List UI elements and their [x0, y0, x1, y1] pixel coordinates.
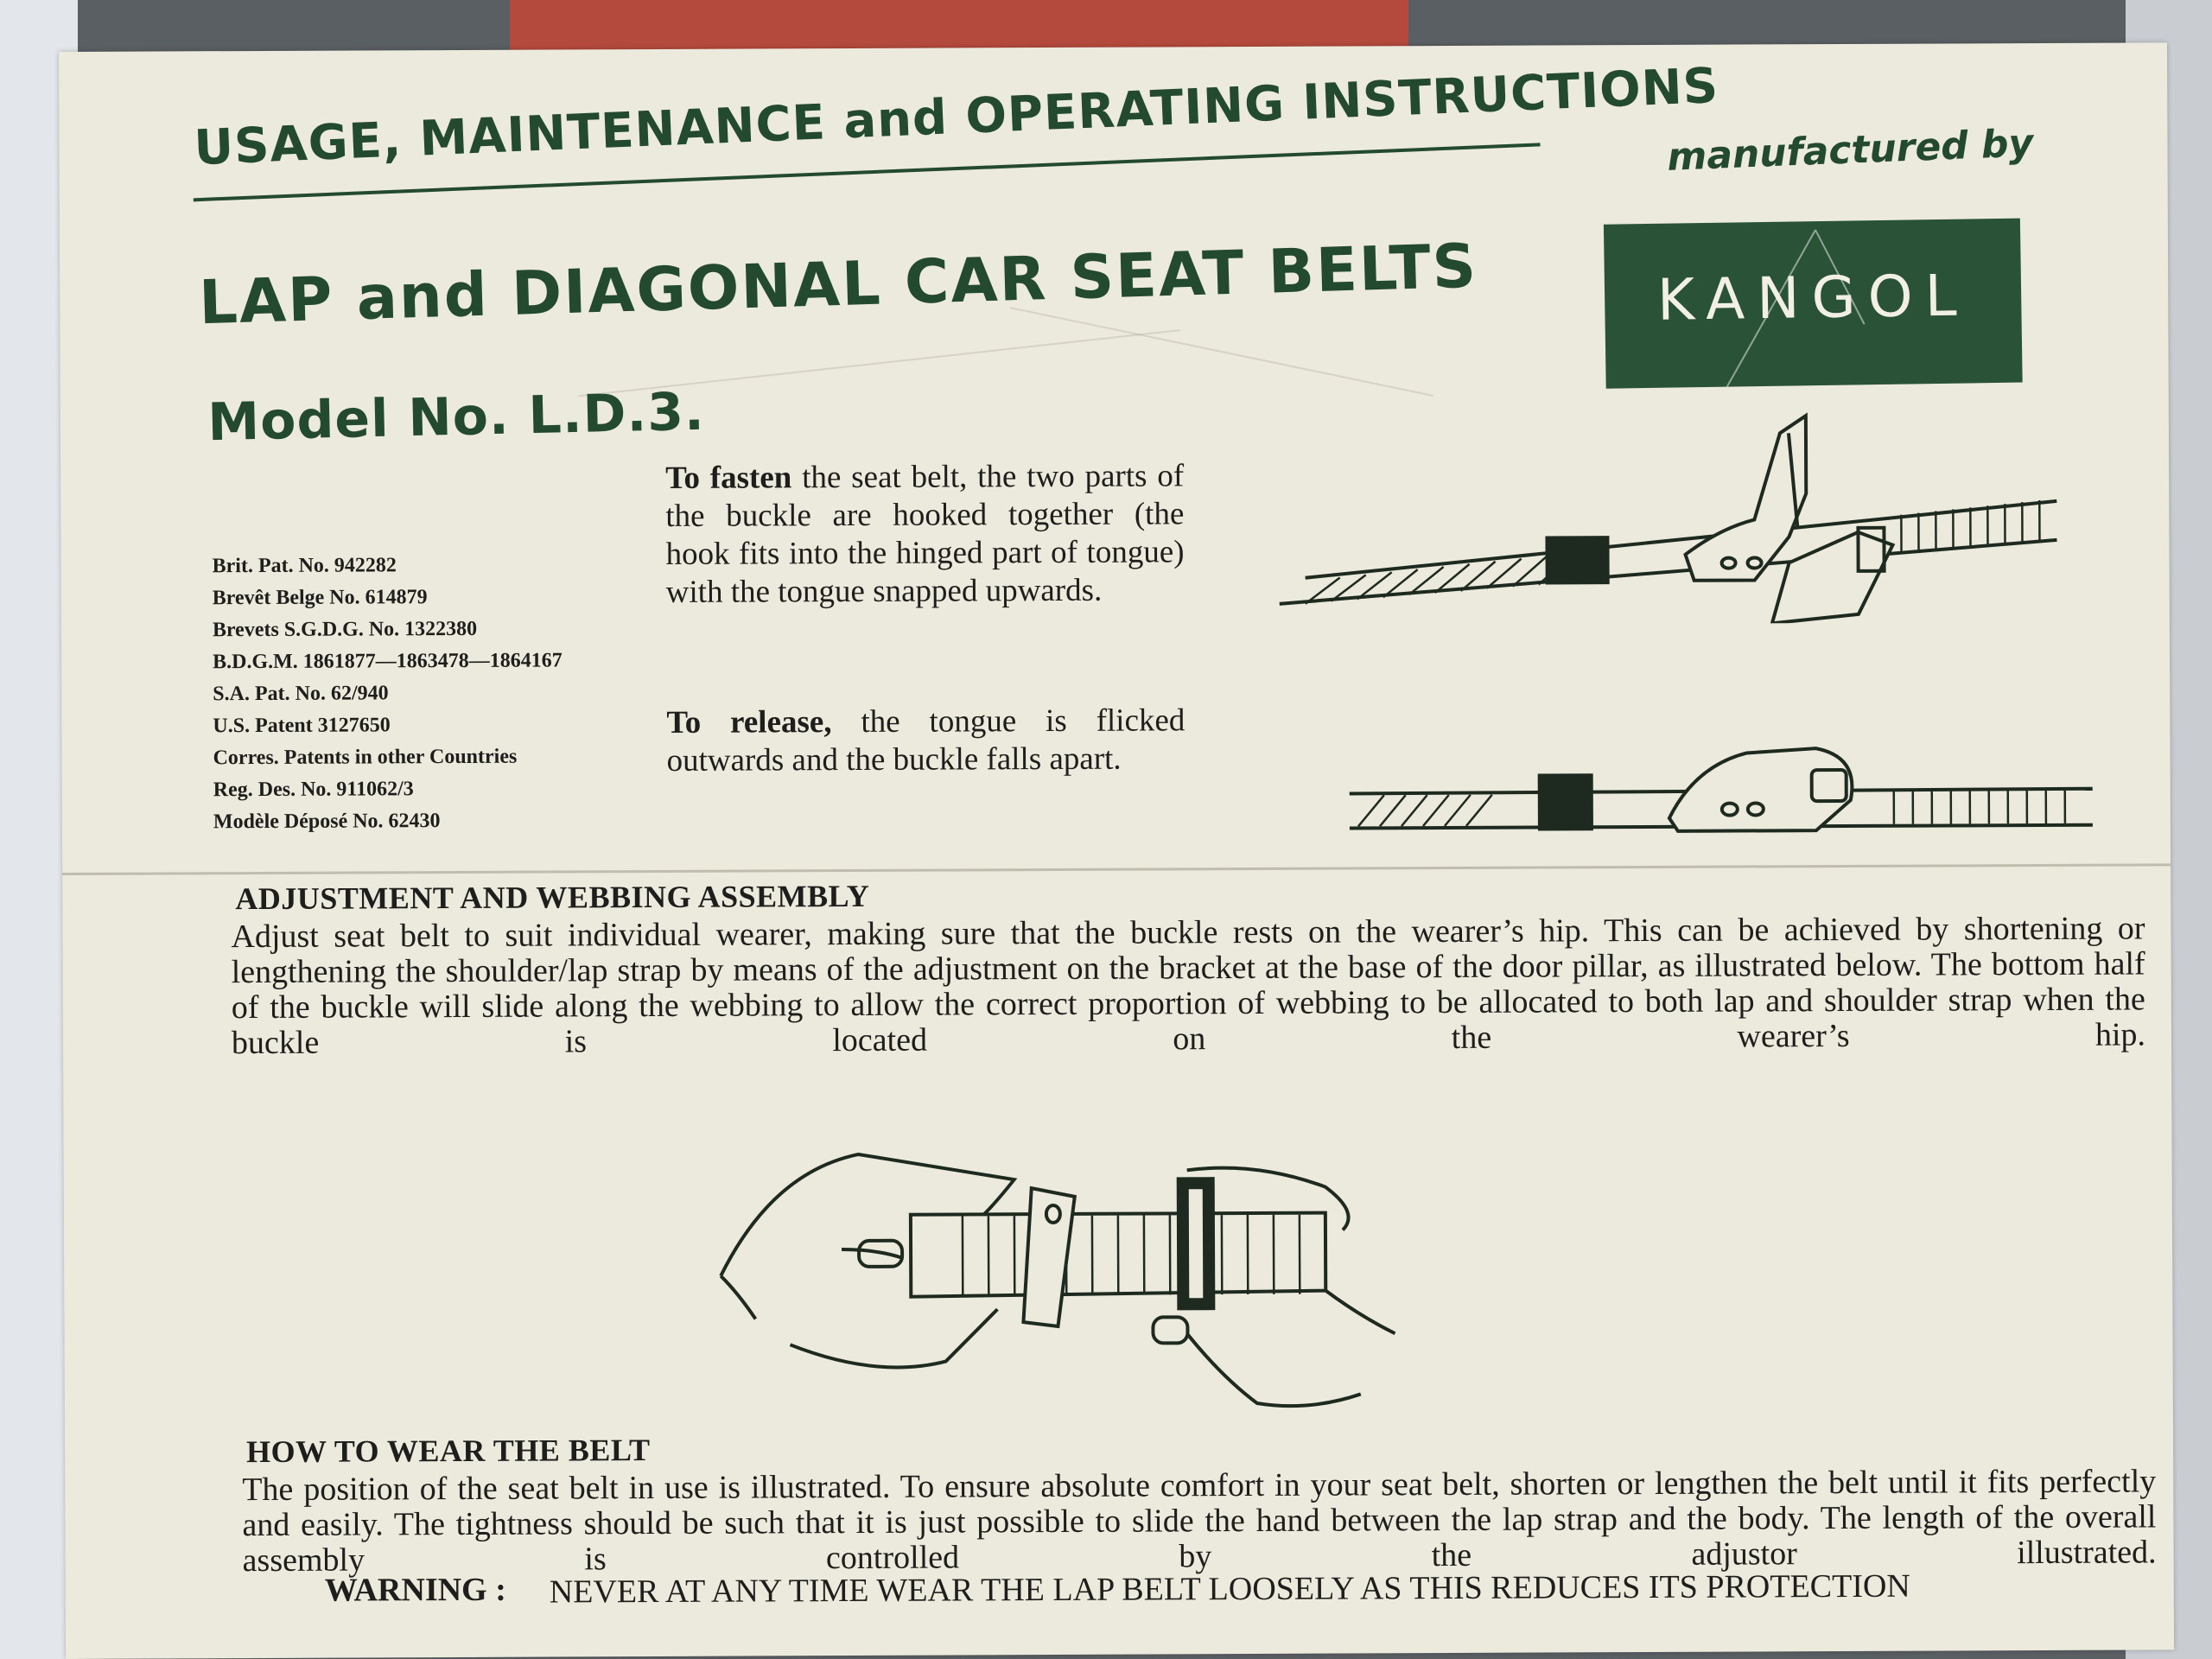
hands-adjusting-belt-illustration [702, 1116, 1550, 1414]
fasten-text: the seat belt, the two parts of the buckle are hooked together (the hook fits into the hinged part of tongue) with the tongue snapped upwards. [665, 458, 1185, 610]
paper-crease [1010, 307, 1433, 397]
manufactured-by-label: manufactured by [1666, 121, 2035, 180]
patent-list [213, 549, 563, 838]
kangol-logo [1604, 219, 2023, 389]
patent-line: S.A. Pat. No. 62/940 [213, 682, 389, 706]
warning-text: NEVER AT ANY TIME WEAR THE LAP BELT LOOSELY AS THIS REDUCES ITS PROTECTION [549, 1567, 1910, 1611]
patent-line: Corres. Patents in other Countries [213, 745, 518, 770]
patent-line: U.S. Patent 3127650 [213, 714, 391, 738]
buckle-released-illustration [1332, 687, 2110, 846]
instruction-sheet [59, 42, 2174, 1659]
patent-line: Reg. Des. No. 911062/3 [213, 778, 414, 802]
patent-line: Brevets S.G.D.G. No. 1322380 [212, 617, 478, 642]
patent-line: Modèle Déposé No. 62430 [213, 810, 441, 834]
patent-line: Brevêt Belge No. 614879 [212, 586, 428, 610]
background-red-object [510, 0, 1408, 52]
wear-paragraph: The position of the seat belt in use is illustrated. To ensure absolute comfort in your seat belt, shorten or lengthen the belt until it fits perfectly and easily. The tightness should be such that it is just possible to slide the hand between the lap strap and the body. The length of the overall assembly is controlled by the adjustor illustrated. [242, 1463, 2157, 1580]
patent-line: B.D.G.M. 1861877—1863478—1864167 [213, 649, 563, 674]
document-heading: USAGE, MAINTENANCE and OPERATING INSTRUCTIONS [193, 57, 1720, 177]
warning-label: WARNING : [324, 1571, 506, 1609]
adjustment-heading: ADJUSTMENT AND WEBBING ASSEMBLY [235, 878, 870, 917]
release-instruction [666, 702, 1185, 780]
wear-heading: HOW TO WEAR THE BELT [245, 1433, 651, 1470]
product-title: LAP and DIAGONAL CAR SEAT BELTS [198, 230, 1479, 339]
patent-line: Brit. Pat. No. 942282 [212, 554, 397, 578]
fasten-lead: To fasten [665, 460, 792, 496]
fasten-instruction [665, 457, 1185, 612]
adjustment-paragraph: Adjust seat belt to suit individual wearer, making sure that the buckle rests on the wearer’s hip. This can be achieved by shortening or lengthening the shoulder/lap strap by means of the adjustment on the bracket at the base of the door pillar, as illustrated below. The bottom half of the buckle will slide along the webbing to allow the correct proportion of webbing to be allocated to both lap and shoulder strap when the buckle is located on the wearer’s hip. [231, 910, 2146, 1062]
release-lead: To release, [666, 704, 832, 741]
brand-name: KANGOL [1656, 262, 1969, 334]
buckle-fastened-illustration [1236, 397, 2101, 626]
paper-fold-line [62, 863, 2171, 875]
model-number: Model No. L.D.3. [207, 381, 706, 454]
release-text: the tongue is flicked outwards and the buckle falls apart. [666, 702, 1185, 779]
